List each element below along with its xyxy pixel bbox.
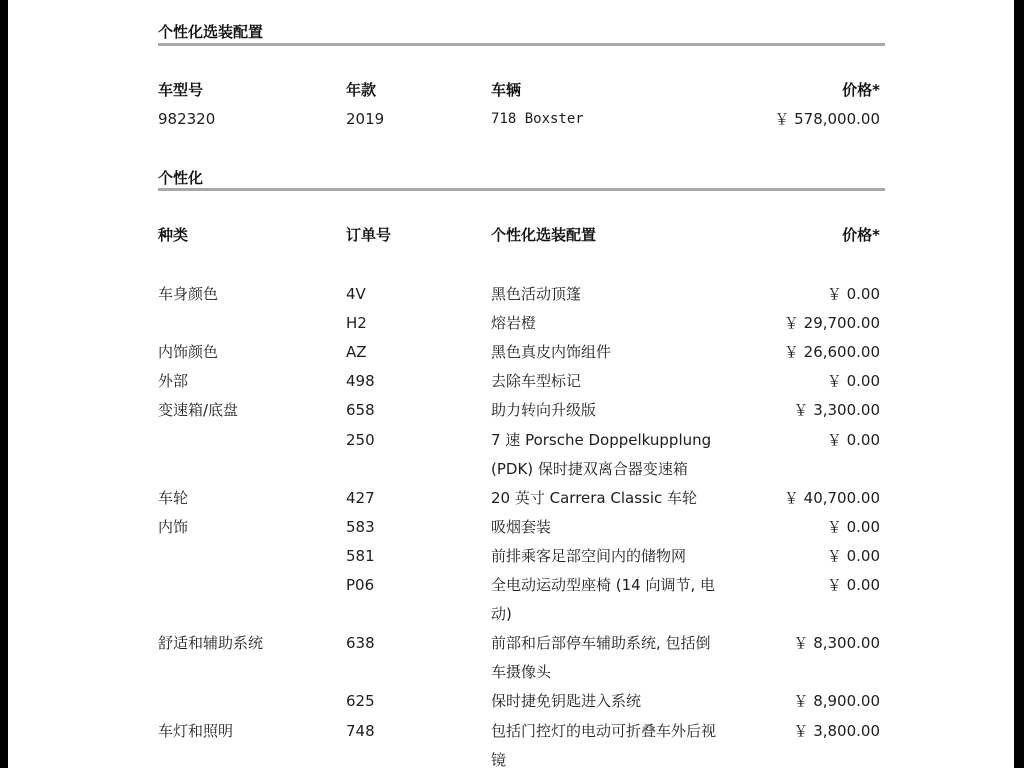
cell-order-no: H2: [346, 314, 367, 333]
cell-price: ￥ 26,600.00: [783, 343, 880, 362]
options-table-header: [158, 221, 885, 250]
cell-order-no: 748: [346, 721, 375, 740]
header-option: 个性化选装配置: [491, 226, 597, 244]
cell-option: 前部和后部停车辅助系统, 包括倒: [491, 634, 711, 653]
table-row: [158, 600, 885, 629]
cell-price: ￥ 0.00: [826, 285, 880, 303]
cell-order-no: 625: [346, 692, 375, 711]
cell-option: 镜: [491, 750, 507, 768]
cell-option: 车摄像头: [491, 663, 552, 682]
cell-option: 黑色真皮内饰组件: [491, 343, 612, 362]
table-row: [158, 367, 885, 396]
document-page: [8, 0, 1014, 768]
section-divider: [158, 188, 885, 191]
cell-year: 2019: [346, 110, 385, 128]
table-row: [158, 571, 885, 600]
cell-order-no: AZ: [346, 343, 367, 362]
cell-price: ￥ 8,300.00: [793, 634, 880, 653]
table-row: [158, 513, 885, 542]
cell-category: 舒适和辅助系统: [158, 634, 264, 653]
cell-option: 动): [491, 605, 512, 624]
cell-option: 全电动运动型座椅 (14 向调节, 电: [491, 576, 716, 594]
cell-price: ￥ 0.00: [826, 372, 880, 391]
cell-order-no: 4V: [346, 285, 366, 303]
cell-order-no: P06: [346, 576, 375, 594]
table-row: [158, 746, 885, 768]
cell-price: ￥ 0.00: [826, 430, 880, 449]
table-row: [158, 396, 885, 425]
table-row: [158, 426, 885, 455]
cell-category: 变速箱/底盘: [158, 401, 239, 420]
cell-order-no: 658: [346, 401, 375, 420]
cell-category: 车身颜色: [158, 285, 219, 303]
cell-category: 内饰颜色: [158, 343, 219, 362]
table-row: [158, 309, 885, 338]
header-year: 年款: [346, 81, 377, 99]
table-row: [158, 658, 885, 687]
cell-option: 20 英寸 Carrera Classic 车轮: [491, 488, 698, 507]
cell-price: ￥ 0.00: [826, 546, 880, 565]
cell-order-no: 427: [346, 488, 375, 507]
cell-price: ￥ 29,700.00: [783, 314, 880, 333]
header-model-no: 车型号: [158, 81, 204, 99]
cell-option: 助力转向升级版: [491, 401, 597, 420]
cell-price: ￥ 8,900.00: [793, 692, 880, 711]
header-price: 价格*: [842, 81, 880, 99]
cell-category: 内饰: [158, 517, 189, 536]
cell-order-no: 638: [346, 634, 375, 653]
section-divider: [158, 43, 885, 46]
table-row: [158, 338, 885, 367]
cell-price: ￥ 40,700.00: [783, 488, 880, 507]
cell-model-no: 982320: [158, 110, 216, 128]
cell-price: ￥ 3,300.00: [793, 401, 880, 420]
cell-option: 黑色活动顶篷: [491, 285, 582, 303]
cell-option: 熔岩橙: [491, 314, 537, 333]
header-vehicle: 车辆: [491, 81, 522, 99]
cell-vehicle: 718 Boxster: [491, 111, 584, 127]
table-row: [158, 542, 885, 571]
cell-order-no: 250: [346, 430, 375, 449]
cell-price: ￥ 578,000.00: [774, 110, 880, 128]
cell-category: 外部: [158, 372, 189, 391]
cell-order-no: 498: [346, 372, 375, 391]
cell-category: 车灯和照明: [158, 721, 234, 740]
cell-option: 包括门控灯的电动可折叠车外后视: [491, 721, 717, 740]
header-price: 价格*: [842, 226, 880, 244]
section-title-personalization: 个性化: [158, 169, 204, 187]
header-order-no: 订单号: [346, 226, 392, 244]
cell-option: 前排乘客足部空间内的储物网: [491, 546, 687, 565]
cell-order-no: 581: [346, 546, 375, 565]
table-row: [158, 687, 885, 716]
table-row: [158, 455, 885, 484]
cell-option: (PDK) 保时捷双离合器变速箱: [491, 459, 688, 478]
table-row: [158, 484, 885, 513]
cell-price: ￥ 0.00: [826, 517, 880, 536]
table-row: [158, 280, 885, 309]
cell-price: ￥ 0.00: [826, 576, 880, 594]
vehicle-table-header: [158, 76, 885, 105]
cell-option: 去除车型标记: [491, 372, 582, 391]
cell-order-no: 583: [346, 517, 375, 536]
header-category: 种类: [158, 226, 189, 244]
table-row: [158, 629, 885, 658]
table-row: [158, 717, 885, 746]
cell-category: 车轮: [158, 488, 189, 507]
cell-option: 保时捷免钥匙进入系统: [491, 692, 642, 711]
vehicle-table-row: [158, 105, 885, 134]
section-title-config: 个性化选装配置: [158, 23, 264, 41]
cell-option: 7 速 Porsche Doppelkupplung: [491, 430, 712, 449]
cell-price: ￥ 3,800.00: [793, 721, 880, 740]
cell-option: 吸烟套装: [491, 517, 552, 536]
